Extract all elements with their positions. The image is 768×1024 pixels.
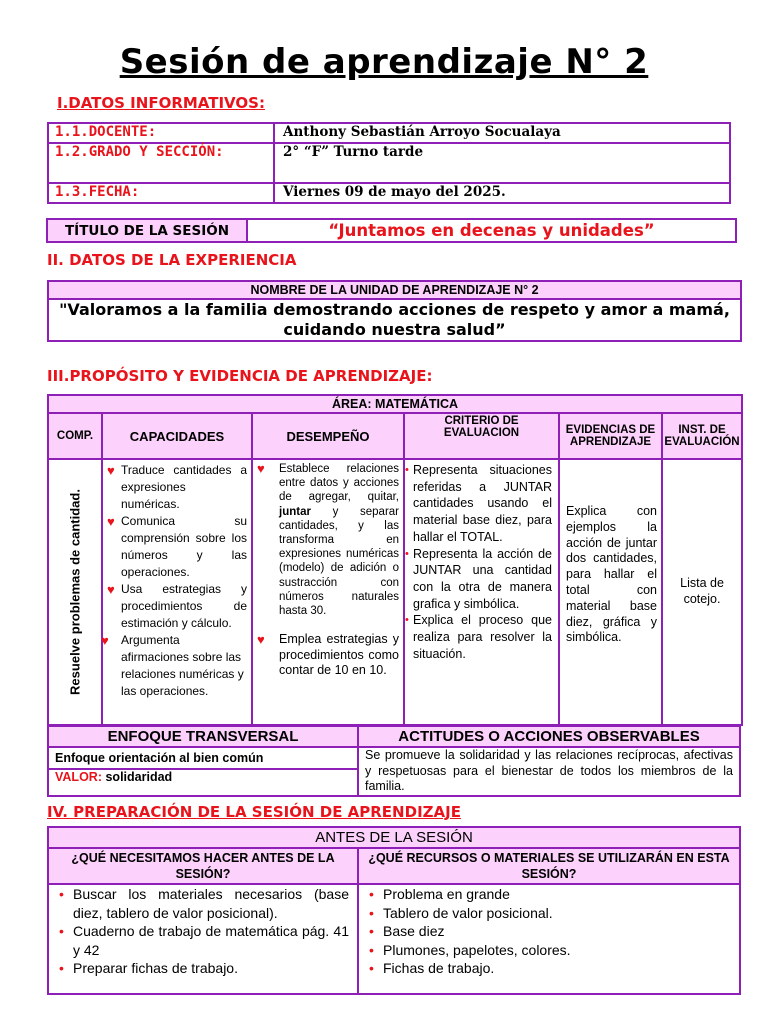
info-row	[48, 183, 730, 203]
list-item: • Preparar fichas de trabajo.	[61, 959, 349, 978]
info-value: Anthony Sebastián Arroyo Socualaya	[274, 123, 730, 143]
header-criterio: CRITERIO DE EVALUACION	[404, 413, 559, 459]
info-label: 1.3.FECHA:	[48, 183, 274, 203]
recursos-cell	[358, 884, 740, 994]
actitud-text: Se promueve la solidaridad y las relaciones recíprocas, afectivas y respetuosas para el bienestar de todos los miembros de la familia.	[358, 747, 740, 796]
info-row	[48, 143, 730, 183]
question-recursos: ¿QUÉ RECURSOS O MATERIALES SE UTILIZARÁN EN ESTA SESIÓN?	[358, 848, 740, 884]
info-value: Viernes 09 de mayo del 2025.	[274, 183, 730, 203]
heart-icon: ♥	[107, 514, 115, 529]
criterio-item: Explica el proceso que realiza para resolver la situación.	[413, 613, 552, 661]
capacidad-item: Traduce cantidades a expresiones numéricas.	[121, 463, 247, 511]
enfoque-name: Enfoque orientación al bien común	[48, 747, 358, 769]
section-proposito: III.PROPÓSITO Y EVIDENCIA DE APRENDIZAJE:	[47, 367, 433, 385]
competencia-cell	[48, 459, 102, 725]
session-title-table	[46, 218, 737, 243]
desempeno-cell	[252, 459, 404, 725]
bullet-icon: •	[405, 547, 409, 560]
desempeno-text-a: Establece relaciones entre datos y acciones de agregar, quitar,	[279, 463, 399, 504]
list-item: • Cuaderno de trabajo de matemática pág. 41 y 42	[61, 922, 349, 959]
valor-value: solidaridad	[105, 770, 173, 785]
info-label: 1.2.GRADO Y SECCIÓN:	[48, 143, 274, 183]
capacidad-item: Usa estrategias y procedimientos de estimación y cálculo.	[121, 582, 247, 630]
unit-table	[47, 280, 742, 342]
criterio-cell	[404, 459, 559, 725]
list-item: • Problema en grande	[371, 885, 731, 904]
area-header: ÁREA: MATEMÁTICA	[48, 395, 742, 413]
criterio-item: Representa situaciones referidas a JUNTAR cantidades usando el material base diez, para hallar el TOTAL.	[413, 463, 552, 544]
info-table	[47, 122, 731, 204]
heart-icon: ♥	[257, 632, 265, 648]
info-row	[48, 123, 730, 143]
desempeno-text-c: y separar cantidades, y las transforma en expresiones numéricas (modelo) de adición o sustracción con números naturales hasta 30.	[279, 505, 399, 618]
header-instrumento: INST. DE EVALUACIÓN	[662, 413, 742, 459]
capacidad-item: Argumenta afirmaciones sobre las relaciones numéricas y las operaciones.	[121, 633, 244, 698]
list-item: • Base diez	[371, 922, 731, 941]
recursos-list	[359, 885, 731, 978]
area-table	[47, 394, 743, 726]
antes-table	[47, 826, 741, 995]
heart-icon: ♥	[107, 582, 115, 597]
heart-icon: ♥	[257, 461, 265, 476]
question-hacer: ¿QUÉ NECESITAMOS HACER ANTES DE LA SESIÓN?	[48, 848, 358, 884]
section-datos-informativos: I.DATOS INFORMATIVOS:	[57, 94, 265, 112]
bullet-icon: •	[405, 614, 409, 627]
hacer-list	[49, 885, 349, 978]
list-item: • Fichas de trabajo.	[371, 959, 731, 978]
instrumento-cell: Lista de cotejo.	[662, 459, 742, 725]
enfoque-header: ENFOQUE TRANSVERSAL	[48, 726, 358, 747]
unit-name: "Valoramos a la familia demostrando acciones de respeto y amor a mamá, cuidando nuestra salud”	[48, 299, 741, 341]
capacidades-cell	[102, 459, 252, 725]
page-title: Sesión de aprendizaje N° 2	[119, 42, 649, 82]
info-value: 2° “F” Turno tarde	[274, 143, 730, 183]
header-desempeno: DESEMPEÑO	[252, 413, 404, 459]
desempeno-text-b: juntar	[279, 505, 311, 518]
enfoque-table	[47, 725, 741, 797]
heart-icon: ♥	[107, 463, 115, 478]
info-label: 1.1.DOCENTE:	[48, 123, 274, 143]
competencia-text: Resuelve problemas de cantidad.	[67, 489, 83, 695]
list-item: • Buscar los materiales necesarios (base diez, tablero de valor posicional).	[61, 885, 349, 922]
section-experiencia: II. DATOS DE LA EXPERIENCIA	[47, 251, 297, 269]
session-title-value: “Juntamos en decenas y unidades”	[247, 219, 736, 242]
list-item: • Plumones, papelotes, colores.	[371, 941, 731, 960]
hacer-cell	[48, 884, 358, 994]
header-capacidades: CAPACIDADES	[102, 413, 252, 459]
desempeno-text-2: Emplea estrategias y procedimientos como contar de 10 en 10.	[279, 632, 399, 678]
evidencia-cell: Explica con ejemplos la acción de juntar dos cantidades, para hallar el total con material base diez, gráfica y simbólica.	[559, 459, 662, 725]
section-preparacion: IV. PREPARACIÓN DE LA SESIÓN DE APRENDIZAJE	[47, 803, 461, 821]
capacidad-item: Comunica su comprensión sobre los números y las operaciones.	[121, 514, 247, 579]
session-title-label: TÍTULO DE LA SESIÓN	[47, 219, 247, 242]
bullet-icon: •	[405, 464, 409, 476]
criterio-item: Representa la acción de JUNTAR una cantidad con la otra de manera grafica y simbólica.	[413, 546, 552, 611]
actitudes-header: ACTITUDES O ACCIONES OBSERVABLES	[358, 726, 740, 747]
header-comp: COMP.	[48, 413, 102, 459]
unit-header: NOMBRE DE LA UNIDAD DE APRENDIZAJE N° 2	[48, 281, 741, 299]
header-evidencias: EVIDENCIAS DE APRENDIZAJE	[559, 413, 662, 459]
antes-header: ANTES DE LA SESIÓN	[48, 827, 740, 848]
valor-label: VALOR:	[55, 770, 102, 785]
heart-icon: ♥	[101, 633, 109, 648]
valor-cell	[48, 769, 358, 795]
list-item: • Tablero de valor posicional.	[371, 904, 731, 923]
